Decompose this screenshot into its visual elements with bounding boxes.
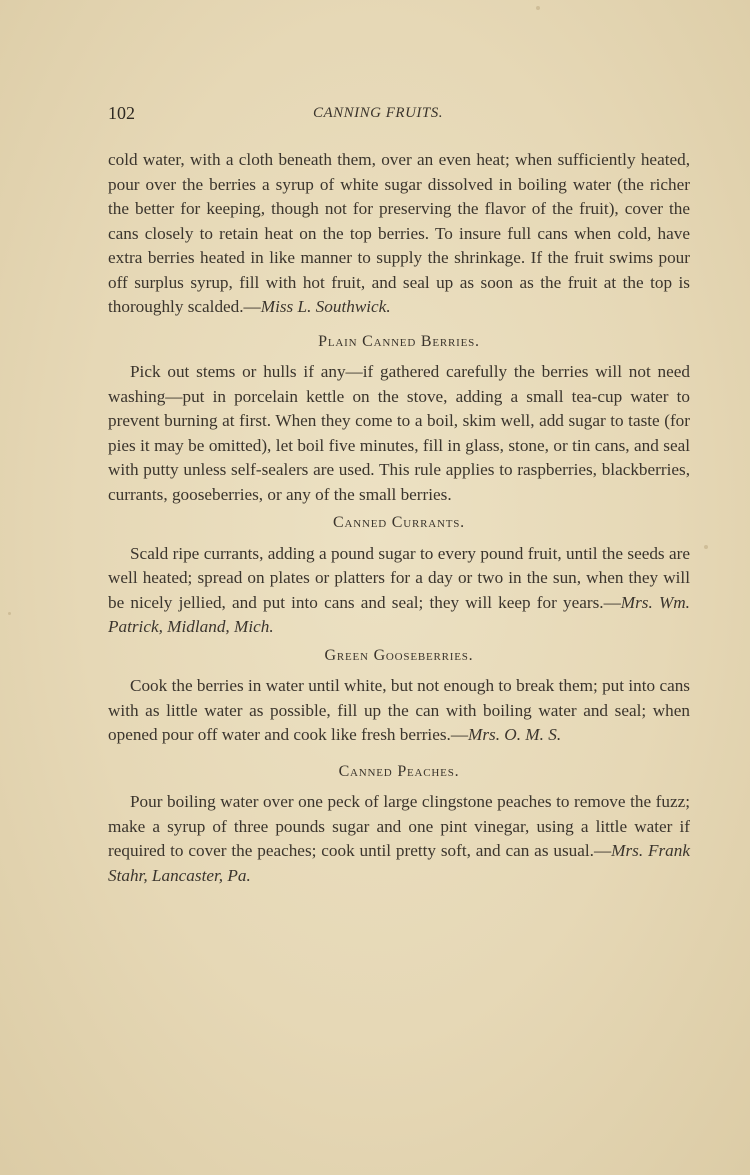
page-body [108, 148, 690, 888]
paragraph-text: Pick out stems or hulls if any—if gathered carefully the berries will not need washing—put in porcelain kettle on the stove, adding a small tea-cup water to prevent burning at first. When they come to a boil, skim well, add sugar to taste (for pies it may be omitted), let boil five minutes, fill in glass, stone, or tin cans, and seal with putty unless self-sealers are used. This rule applies to raspberries, blackberries, currants, gooseberries, or any of the small berries. [108, 362, 690, 504]
page-header [108, 103, 690, 129]
recipe-paragraph [108, 360, 690, 507]
paragraph-text: cold water, with a cloth beneath them, over an even heat; when sufficiently heated, pour over the berries a syrup of white sugar dissolved in boiling water (the richer the better for keeping, though not for preserving the flavor of the fruit), cover the cans closely to retain heat on the top berries. To insure full cans when cold, have extra berries heated in like manner to supply the shrinkage. If the fruit swims pour off surplus syrup, fill with hot fruit, and seal up as soon as the fruit at the top is thoroughly scalded.— [108, 150, 690, 316]
paper-speck [704, 545, 708, 549]
recipe-title: Canned Currants. [333, 514, 465, 531]
attribution: Miss L. Southwick. [260, 297, 391, 316]
page-number: 102 [108, 103, 135, 123]
paragraph-text: Cook the berries in water until white, but not enough to break them; put into cans with as little water as possible, fill up the can with boiling water and seal; when opened pour off water and cook like fresh berries.— [108, 676, 690, 744]
recipe-title: Plain Canned Berries. [318, 332, 480, 350]
running-head: CANNING FRUITS. [313, 105, 444, 121]
attribution: Mrs. Frank Stahr, Lancaster, Pa. [108, 841, 690, 885]
recipe-paragraph [108, 790, 690, 888]
continued-paragraph [108, 148, 690, 320]
paragraph-text: Scald ripe currants, adding a pound sugar to every pound fruit, until the seeds are well heated; spread on plates or platters for a day or two in the sun, when they will be nicely jellied, and put into cans and seal; they will keep for years.— [108, 543, 690, 612]
recipe-paragraph [108, 542, 690, 640]
paper-speck [8, 612, 11, 615]
recipe-paragraph [108, 674, 690, 748]
attribution: Mrs. O. M. S. [468, 725, 562, 744]
recipe-title: Green Gooseberries. [324, 646, 474, 664]
attribution: Mrs. Wm. Patrick, Midland, Mich. [108, 592, 690, 636]
recipe-title: Canned Peaches. [338, 762, 460, 780]
paper-speck [536, 6, 540, 10]
paragraph-text: Pour boiling water over one peck of large clingstone peaches to remove the fuzz; make a syrup of three pounds sugar and one pint vinegar, using a little water if required to cover the peaches; cook until pretty soft, and can as usual.— [108, 792, 690, 860]
